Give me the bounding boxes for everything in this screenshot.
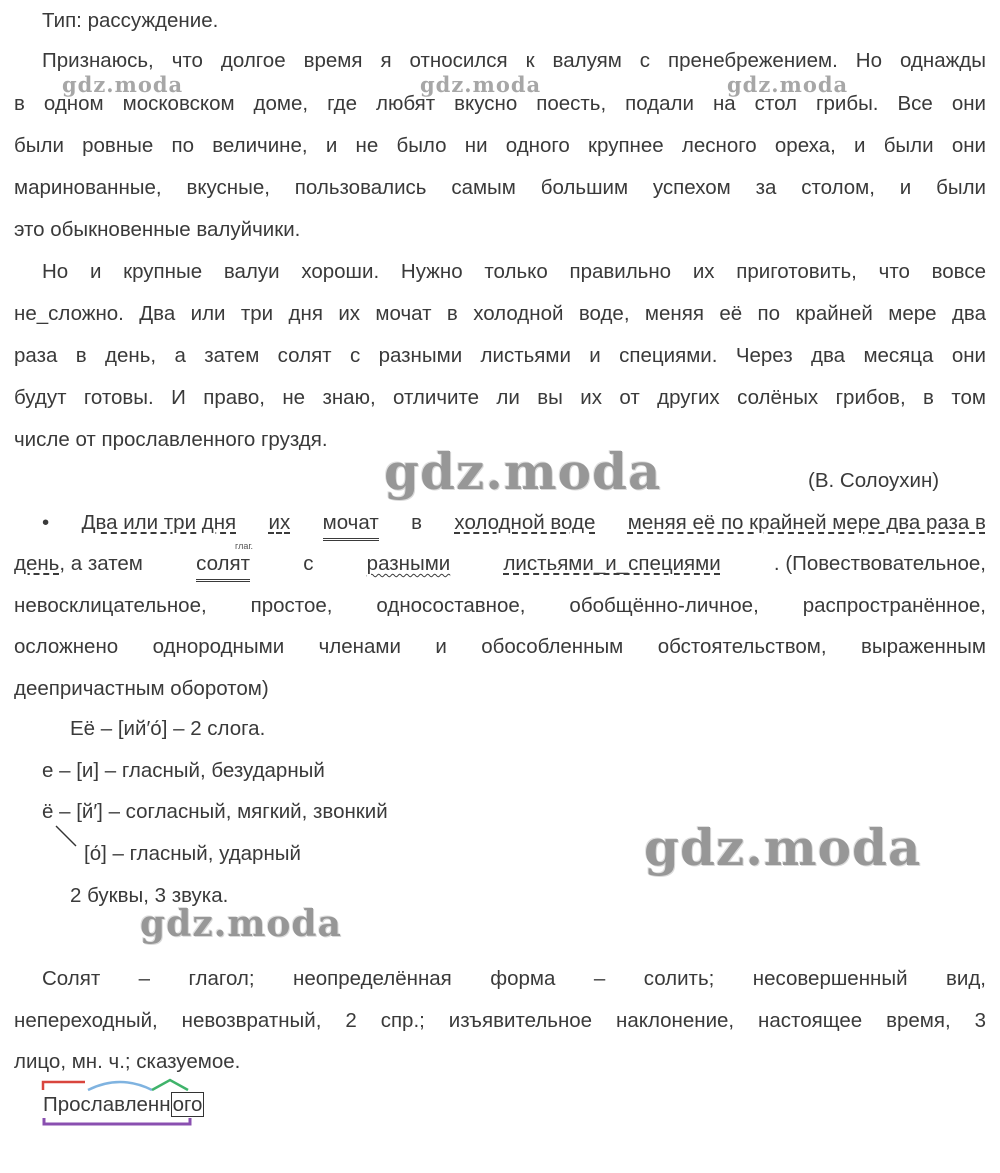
watermark: gdz.moda <box>62 72 184 97</box>
bullet: • <box>42 511 50 534</box>
branch-line <box>52 822 82 850</box>
watermark: gdz.moda <box>644 818 922 877</box>
participial-phrase: меняя её по крайней мере два раза в <box>627 511 986 534</box>
predicate-2: солят <box>196 549 250 582</box>
paragraph-2-line-2: не_сложно. Два или три дня их мочат в холодной воде, меняя её по крайней мере два <box>14 302 986 325</box>
sentence-characteristics-start: . (Повествовательное, <box>773 552 986 575</box>
phonetic-yo: ё – [й′] – согласный, мягкий, звонкий <box>42 800 388 823</box>
parsed-word <box>43 1090 204 1120</box>
root-arc <box>88 1082 152 1090</box>
prefix-mark <box>43 1082 85 1090</box>
object-pronoun: их <box>268 511 291 534</box>
homogeneous-objects: листьями_и_специями <box>503 552 721 575</box>
analysis-line-1 <box>42 508 986 541</box>
morph-line-2: непереходный, невозвратный, 2 спр.; изъявительное наклонение, настоящее время, 3 <box>14 1009 986 1032</box>
circumstance-place: холодной воде <box>454 511 596 534</box>
paragraph-2-line-5: числе от прославленного груздя. <box>14 428 328 451</box>
analysis-line-3: невосклицательное, простое, односоставное, обобщённо-личное, распространённое, <box>14 594 986 617</box>
paragraph-1-line-2: в одном московском доме, где любят вкусно поесть, подали на стол грибы. Все они <box>14 92 986 115</box>
phonetic-o: [о́] – гласный, ударный <box>84 842 301 865</box>
predicate-1: мочат <box>323 508 379 541</box>
paragraph-1-line-1: Признаюсь, что долгое время я относился к валуям с пренебрежением. Но однажды <box>42 49 986 72</box>
word-ending: ого <box>172 1093 203 1116</box>
paragraph-1-line-3: были ровные по величине, и не было ни одного крупнее лесного ореха, и были они <box>14 134 986 157</box>
paragraph-2-line-1: Но и крупные валуи хороши. Нужно только правильно их приготовить, что вовсе <box>42 260 986 283</box>
phonetic-e: е – [и] – гласный, безударный <box>42 759 325 782</box>
watermark: gdz.moda <box>727 72 849 97</box>
suffix-mark <box>152 1080 188 1090</box>
verb-label: глаг. <box>235 541 254 551</box>
analysis-line-2 <box>14 549 986 582</box>
word-stem: Прославленн <box>43 1093 171 1116</box>
watermark: gdz.moda <box>140 903 342 945</box>
morph-line-1: Солят – глагол; неопределённая форма – солить; несовершенный вид, <box>42 967 986 990</box>
attribute: разными <box>366 552 451 575</box>
paragraph-1-line-5: это обыкновенные валуйчики. <box>14 218 301 241</box>
circumstance-time: Два или три дня <box>81 511 237 534</box>
conj-text: , а затем <box>59 552 143 575</box>
preposition-s: с <box>303 552 314 575</box>
preposition: в <box>411 511 423 534</box>
paragraph-1-line-4: маринованные, вкусные, пользовались самым большим успехом за столом, и были <box>14 176 986 199</box>
morph-line-3: лицо, мн. ч.; сказуемое. <box>14 1050 241 1073</box>
watermark: gdz.moda <box>420 72 542 97</box>
analysis-line-4: осложнено однородными членами и обособленным обстоятельством, выраженным <box>14 635 986 658</box>
watermark: gdz.moda <box>384 442 662 501</box>
phonetic-count: 2 буквы, 3 звука. <box>70 884 229 907</box>
author: (В. Солоухин) <box>808 469 940 492</box>
phonetic-word: Её – [ий′о́] – 2 слога. <box>70 717 266 740</box>
paragraph-2-line-4: будут готовы. И право, не знаю, отличите ли вы их от других солёных грибов, в том <box>14 386 986 409</box>
type-line: Тип: рассуждение. <box>42 9 219 32</box>
participial-end: день <box>14 552 60 575</box>
paragraph-2-line-3: раза в день, а затем солят с разными листьями и специями. Через два месяца они <box>14 344 986 367</box>
analysis-line-5: деепричастным оборотом) <box>14 677 269 700</box>
